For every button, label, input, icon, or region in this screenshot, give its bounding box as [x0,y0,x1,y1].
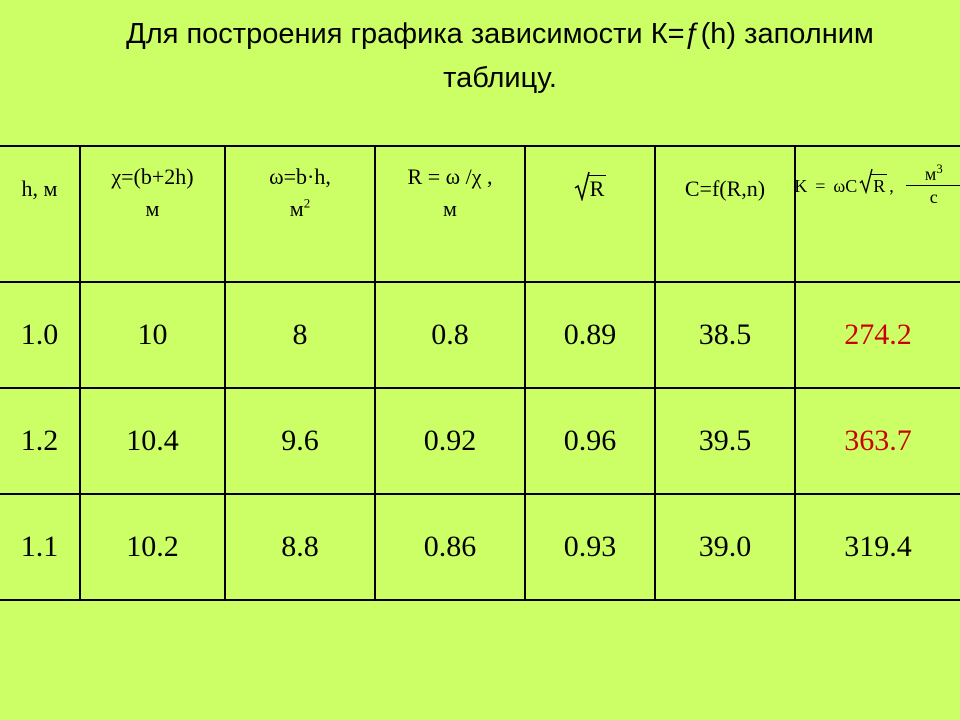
cell-chi: 10.2 [80,494,225,600]
k-formula [796,163,960,208]
cell-h: 1.0 [0,282,80,388]
k-unit [906,163,960,208]
sqrt-symbol [574,173,607,205]
cell-c: 39.0 [655,494,795,600]
table-row [0,494,960,600]
cell-r: 0.92 [375,388,525,494]
cell-omega: 9.6 [225,388,375,494]
header-omega [225,146,375,282]
header-k [795,146,960,282]
header-r-expr: R = ω /χ , [407,164,493,189]
table-row [0,388,960,494]
header-chi-expr: χ=(b+2h) [111,164,194,189]
header-chi [80,146,225,282]
cell-r: 0.8 [375,282,525,388]
k-rhs: ωC [833,175,858,196]
header-chi-unit: м [145,196,160,221]
cell-k: 274.2 [795,282,960,388]
cell-h: 1.1 [0,494,80,600]
k-unit-num-pow: 3 [936,161,943,176]
cell-c: 38.5 [655,282,795,388]
title-line-1: Для построения графика зависимости К=ƒ(h) заполним [126,18,874,50]
k-lhs: K [794,175,808,196]
cell-k: 363.7 [795,388,960,494]
cell-r: 0.86 [375,494,525,600]
header-omega-unit: м [289,196,304,221]
header-h [0,146,80,282]
header-sqrt-r [525,146,655,282]
slide-title [40,12,960,100]
cell-c: 39.5 [655,388,795,494]
title-line-2: таблицу. [443,62,557,94]
cell-h: 1.2 [0,388,80,494]
cell-sqrt-r: 0.93 [525,494,655,600]
k-comma: , [889,175,894,196]
cell-omega: 8 [225,282,375,388]
k-unit-num-wrap [917,163,951,185]
k-eq: = [815,175,826,196]
k-unit-num: м [924,164,937,184]
cell-sqrt-r: 0.89 [525,282,655,388]
data-table [0,145,960,601]
header-h-label: h, м [21,176,58,201]
header-sqrt-r-label: R [589,176,605,201]
radical-icon [574,171,590,201]
cell-k: 319.4 [795,494,960,600]
header-omega-unit-wrap [226,193,374,225]
k-sqrt-r: R [873,175,886,196]
header-c-label: C=f(R,n) [684,176,766,201]
header-omega-expr: ω=b·h, [269,164,331,189]
k-unit-den: с [929,187,938,207]
k-sqrt [859,170,887,202]
cell-chi: 10.4 [80,388,225,494]
cell-sqrt-r: 0.96 [525,388,655,494]
header-omega-unit-pow: 2 [303,195,311,211]
header-r-unit: м [443,196,457,221]
header-c [655,146,795,282]
k-radical-icon [859,168,873,194]
table-header-row [0,146,960,282]
table-row [0,282,960,388]
cell-chi: 10 [80,282,225,388]
cell-omega: 8.8 [225,494,375,600]
header-r [375,146,525,282]
